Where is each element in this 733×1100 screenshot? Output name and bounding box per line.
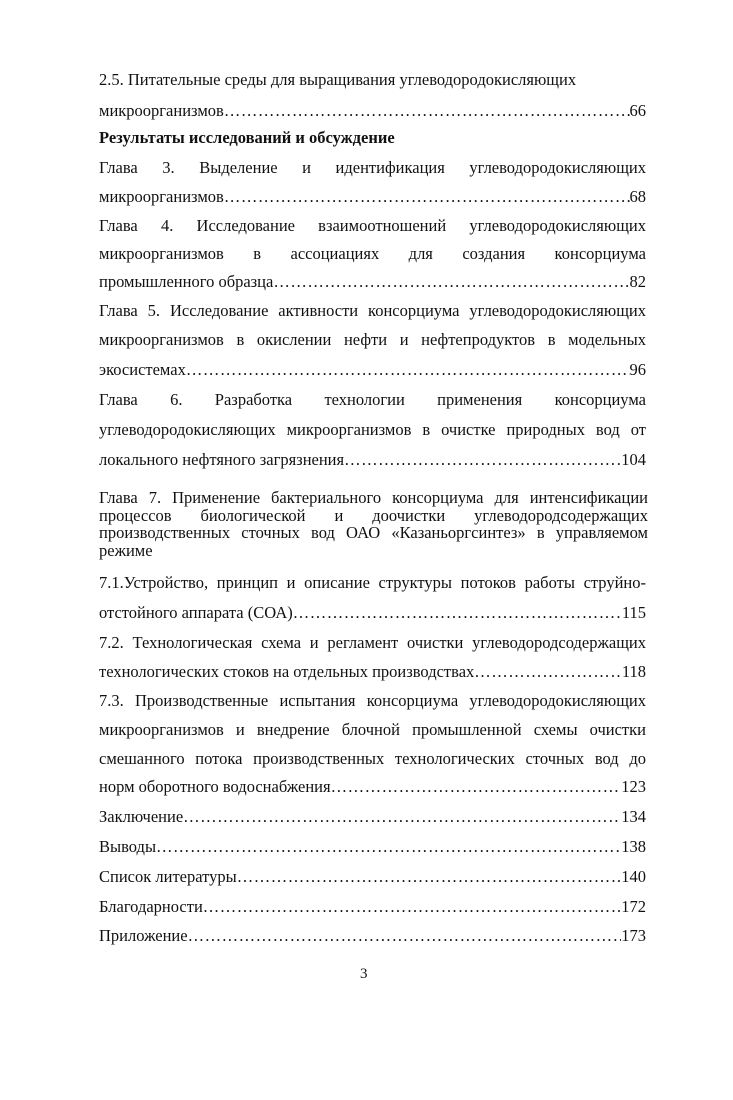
- toc-page-number: 123: [621, 777, 646, 796]
- toc-entry-text: Приложение: [99, 926, 188, 945]
- toc-line: микроорганизмов в окислении нефти и нефтепродуктов в модельных: [99, 330, 646, 349]
- toc-page-number: 68: [629, 187, 646, 206]
- dot-leader: [188, 926, 622, 946]
- section-heading: Результаты исследований и обсуждение: [99, 128, 395, 147]
- dot-leader: [203, 897, 621, 917]
- toc-entry: [99, 807, 646, 827]
- toc-line: Глава 5. Исследование активности консорциума углеводородокисляющих: [99, 301, 646, 320]
- toc-page-number: 173: [621, 926, 646, 945]
- dot-leader: [183, 807, 621, 827]
- toc-entry-text: технологических стоков на отдельных производствах: [99, 662, 475, 681]
- dot-leader: [344, 450, 621, 470]
- dot-leader: [156, 837, 621, 857]
- toc-line: смешанного потока производственных технологических сточных вод до: [99, 749, 646, 768]
- toc-page-number: 172: [621, 897, 646, 916]
- toc-entry-text: Заключение: [99, 807, 184, 826]
- toc-page-number: 104: [621, 450, 646, 469]
- toc-entry-text: экосистемах: [99, 360, 186, 379]
- page-number: 3: [360, 966, 368, 982]
- toc-page-number: 140: [621, 867, 646, 886]
- dot-leader: [186, 360, 630, 380]
- toc-entry: [99, 837, 646, 857]
- toc-entry-text: микроорганизмов: [99, 101, 224, 120]
- toc-line: 2.5. Питательные среды для выращивания углеводородокисляющих: [99, 70, 577, 89]
- toc-line: микроорганизмов и внедрение блочной промышленной схемы очистки: [99, 720, 646, 739]
- toc-entry: [99, 897, 646, 917]
- dot-leader: [474, 662, 622, 682]
- dot-leader: [224, 187, 630, 207]
- toc-page-number: 96: [629, 360, 646, 379]
- toc-line: Глава 6. Разработка технологии применения консорциума: [99, 390, 646, 409]
- toc-line: 7.3. Производственные испытания консорциума углеводородокисляющих: [99, 691, 646, 710]
- toc-line: Глава 3. Выделение и идентификация углеводородокисляющих: [99, 158, 646, 177]
- toc-entry-text: Благодарности: [99, 897, 203, 916]
- dot-leader: [293, 603, 622, 623]
- dot-leader: [224, 101, 630, 121]
- toc-entry: [99, 777, 646, 797]
- toc-entry: [99, 450, 646, 470]
- toc-entry: [99, 662, 646, 682]
- toc-page-number: 82: [629, 272, 646, 291]
- toc-entry: [99, 101, 646, 121]
- toc-page-number: 138: [621, 837, 646, 856]
- toc-entry-text: норм оборотного водоснабжения: [99, 777, 331, 796]
- toc-entry: [99, 926, 646, 946]
- toc-line: 7.1.Устройство, принцип и описание структуры потоков работы струйно-: [99, 573, 646, 592]
- toc-entry-text: Выводы: [99, 837, 157, 856]
- toc-entry: [99, 603, 646, 623]
- dot-leader: [273, 272, 629, 292]
- toc-line: углеводородокисляющих микроорганизмов в очистке природных вод от: [99, 420, 646, 439]
- toc-entry-text: микроорганизмов: [99, 187, 224, 206]
- toc-page-number: 115: [621, 603, 646, 622]
- toc-page-number: 66: [629, 101, 646, 120]
- toc-entry-text: отстойного аппарата (СОА): [99, 603, 293, 622]
- chapter-7-entry: Глава 7. Применение бактериального консорциума для интенсификации процессов биологической и доочистки углеводородсодержащих производственных сточных вод ОАО «Казаньоргсинтез» в управляемом режиме: [99, 488, 648, 560]
- toc-entry-text: Список литературы: [99, 867, 237, 886]
- toc-entry-text: промышленного образца: [99, 272, 274, 291]
- toc-entry: [99, 867, 646, 887]
- toc-page-number: 118: [621, 662, 646, 681]
- toc-entry: [99, 187, 646, 207]
- toc-page-number: 134: [621, 807, 646, 826]
- toc-entry: [99, 272, 646, 292]
- toc-line: 7.2. Технологическая схема и регламент очистки углеводородсодержащих: [99, 633, 646, 652]
- dot-leader: [331, 777, 622, 797]
- toc-line: микроорганизмов в ассоциациях для создания консорциума: [99, 244, 646, 263]
- dot-leader: [237, 867, 622, 887]
- toc-entry-text: локального нефтяного загрязнения: [99, 450, 345, 469]
- toc-entry: [99, 360, 646, 380]
- toc-line: Глава 4. Исследование взаимоотношений углеводородокисляющих: [99, 216, 646, 235]
